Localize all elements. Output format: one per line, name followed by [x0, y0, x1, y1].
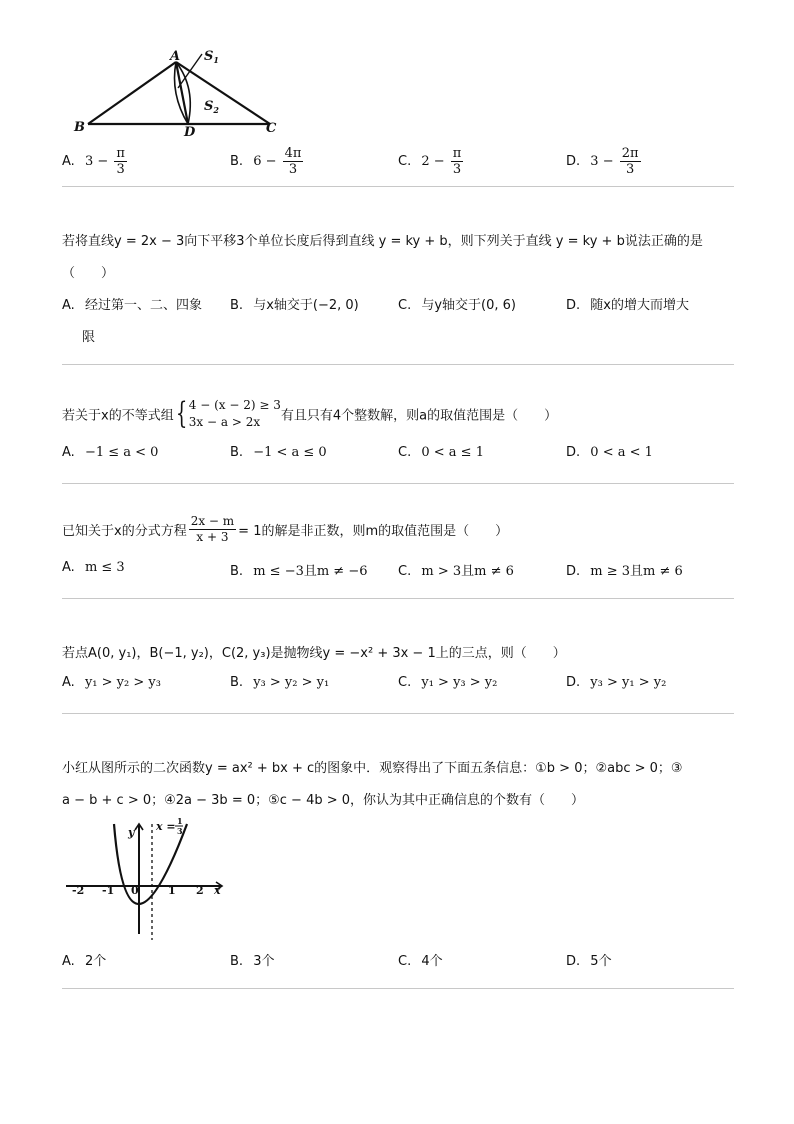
- q3-option-c[interactable]: C. m > 3且m ≠ 6: [398, 564, 514, 579]
- q1-stem: 若将直线y = 2x − 3向下平移3个单位长度后得到直线 y = ky + b，则下列关于直线 y = ky + b说法正确的是: [62, 234, 703, 249]
- q4-stem: 若点A(0, y₁)，B(−1, y₂)，C(2, y₃)是抛物线y = −x² + 3x − 1上的三点，则（ ）: [62, 646, 566, 661]
- triangle-figure: [70, 44, 290, 136]
- q5-option-b[interactable]: B. 3个: [230, 954, 275, 969]
- q0-option-b[interactable]: B. 6 − $\frac{4\pi}{3}$: [230, 146, 302, 177]
- q1-option-b[interactable]: B. 与x轴交于(−2, 0): [230, 298, 359, 313]
- divider: [62, 186, 734, 187]
- divider: [62, 598, 734, 599]
- label-C: C: [266, 121, 277, 136]
- tick-1: 1: [168, 884, 176, 897]
- q5-option-c[interactable]: C. 4个: [398, 954, 443, 969]
- tick-2: 2: [196, 884, 204, 897]
- label-x-eq: x =: [156, 820, 176, 833]
- q3-option-b[interactable]: B. m ≤ −3且m ≠ −6: [230, 564, 368, 579]
- q0-option-a[interactable]: A. 3 − $\frac{\pi}{3}$: [62, 146, 125, 177]
- q2-option-c[interactable]: C. 0 < a ≤ 1: [398, 445, 484, 460]
- q1-paren: （ ）: [62, 266, 115, 281]
- q1-option-c[interactable]: C. 与y轴交于(0, 6): [398, 298, 517, 313]
- label-three: 3: [177, 826, 183, 836]
- divider: [62, 713, 734, 714]
- q5-stem-line-2: a − b + c > 0；④2a − 3b = 0；⑤c − 4b > 0，你认为其中正确信息的个数有（ ）: [62, 793, 585, 808]
- divider: [62, 988, 734, 989]
- q2-option-a[interactable]: A. −1 ≤ a < 0: [62, 445, 159, 460]
- q5-option-d[interactable]: D. 5个: [566, 954, 612, 969]
- q2-option-b[interactable]: B. −1 < a ≤ 0: [230, 445, 327, 460]
- label-D: D: [184, 125, 196, 136]
- q1-option-a-cont: 限: [82, 330, 96, 345]
- axis-label-y: y: [128, 826, 135, 839]
- q1-option-a[interactable]: A. 经过第一、二、四象: [62, 298, 202, 313]
- q3-option-d[interactable]: D. m ≥ 3且m ≠ 6: [566, 564, 683, 579]
- q2-stem: 若关于x的不等式组{ 4 − (x − 2) ≥ 3 3x − a > 2x 有且只有4个整数解，则a的取值范围是（ ）: [62, 396, 558, 431]
- q2-system-line-1: 4 − (x − 2) ≥ 3: [188, 398, 281, 412]
- q5-stem-line-1: 小红从图所示的二次函数y = ax² + bx + c的图象中．观察得出了下面五条信息：①b > 0；②abc > 0；③: [62, 761, 683, 776]
- q2-system-line-2: 3x − a > 2x: [188, 415, 261, 429]
- parabola-graph: [62, 814, 232, 942]
- q0-option-c[interactable]: C. 2 − $\frac{\pi}{3}$: [398, 146, 462, 177]
- divider: [62, 364, 734, 365]
- q3-option-a[interactable]: A. m ≤ 3: [62, 560, 125, 575]
- q4-option-b[interactable]: B. y₃ > y₂ > y₁: [230, 675, 330, 690]
- q4-option-d[interactable]: D. y₃ > y₁ > y₂: [566, 675, 667, 690]
- q5-option-a[interactable]: A. 2个: [62, 954, 107, 969]
- divider: [62, 483, 734, 484]
- label-A: A: [170, 49, 181, 64]
- label-S2: $S_2$: [204, 99, 219, 115]
- q0-option-d[interactable]: D. 3 − $\frac{2\pi}{3}$: [566, 146, 639, 177]
- tick-neg1: -1: [102, 884, 115, 897]
- label-S1: $S_1$: [204, 49, 219, 65]
- q2-option-d[interactable]: D. 0 < a < 1: [566, 445, 653, 460]
- tick-neg2: -2: [72, 884, 85, 897]
- label-one: 1: [177, 816, 183, 826]
- q4-option-a[interactable]: A. y₁ > y₂ > y₃: [62, 675, 161, 690]
- q4-option-c[interactable]: C. y₁ > y₃ > y₂: [398, 675, 498, 690]
- q1-option-d[interactable]: D. 随x的增大而增大: [566, 298, 689, 313]
- axis-label-x: x: [214, 884, 221, 897]
- tick-0: 0: [131, 884, 139, 897]
- q3-stem: 已知关于x的分式方程 $\frac{2x - m}{x + 3}$ = 1的解是非正数，则m的取值范围是（ ）: [62, 514, 509, 544]
- label-B: B: [74, 120, 85, 135]
